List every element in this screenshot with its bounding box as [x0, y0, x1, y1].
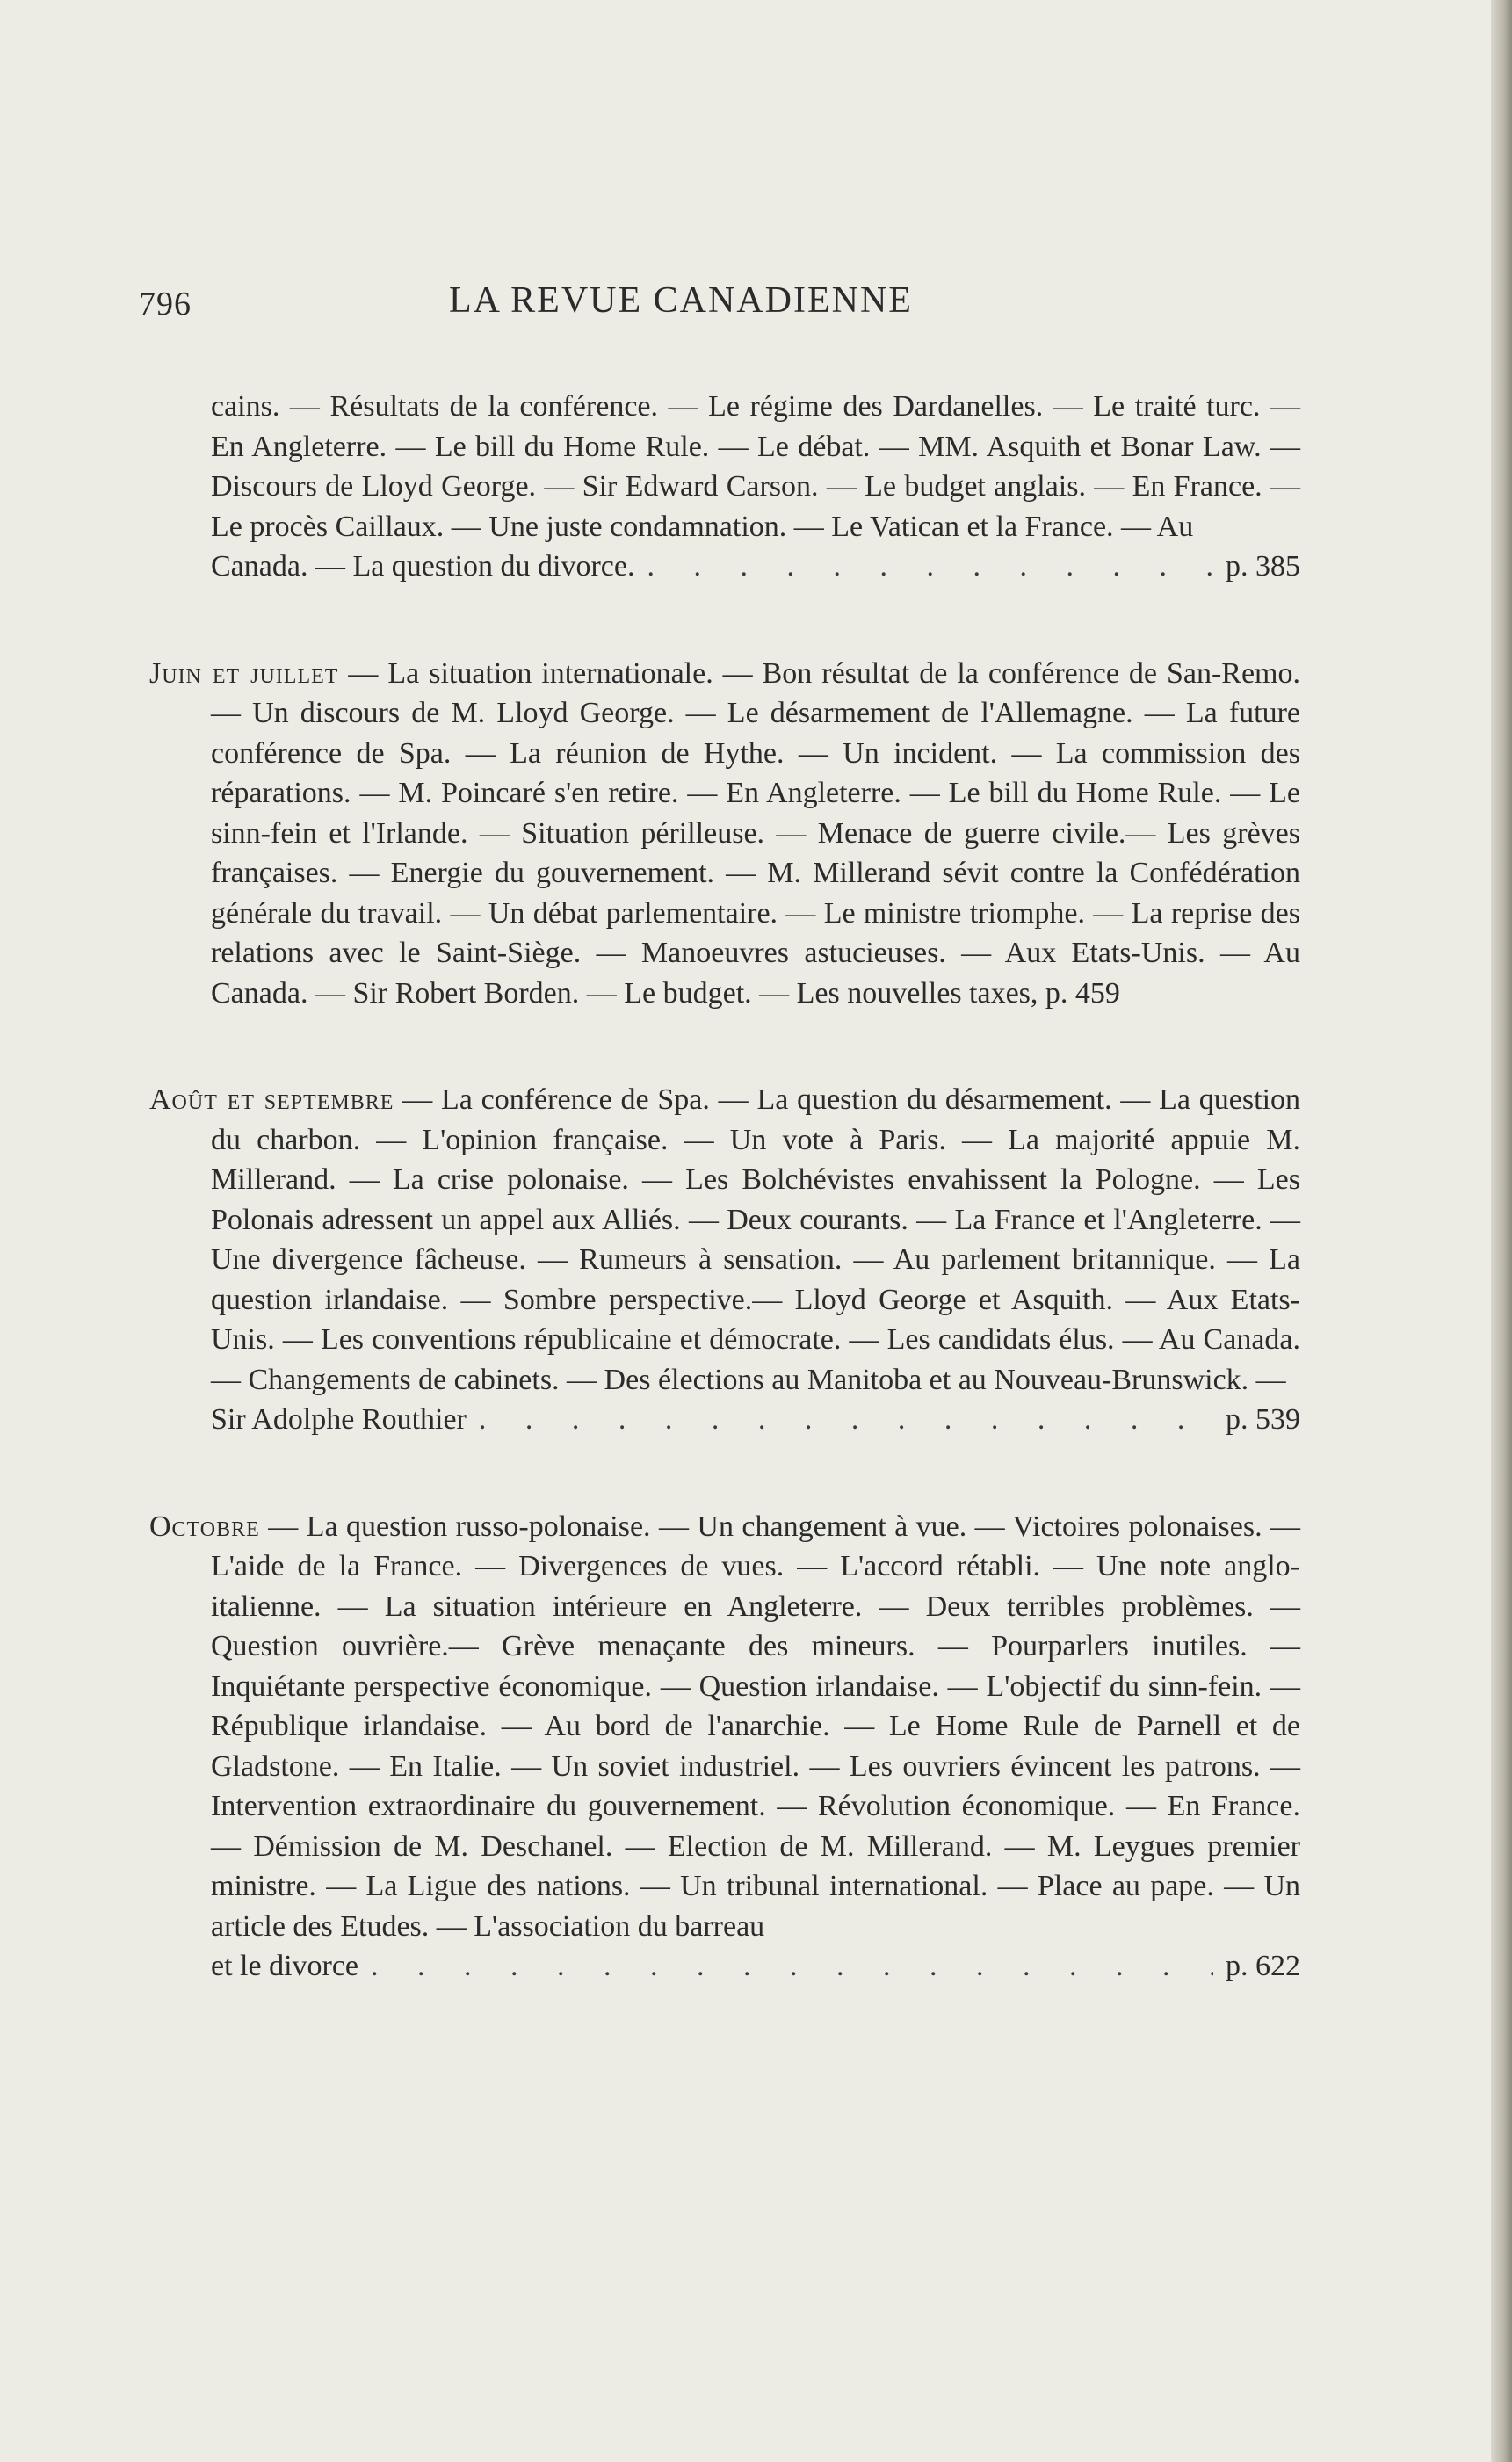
running-title: LA REVUE CANADIENNE — [449, 280, 913, 321]
entry-heading: Août et septembre — [149, 1083, 394, 1116]
entry-leader-line — [211, 1400, 1300, 1440]
page-edge — [1491, 0, 1512, 2462]
toc-entry-octobre — [149, 1507, 1300, 1987]
entry-heading: Juin et juillet — [149, 656, 339, 690]
toc-entry-juin-juillet — [149, 654, 1300, 1014]
entry-last-line: Sir Adolphe Routhier — [211, 1403, 467, 1436]
page-reference: p. 539 — [1226, 1403, 1300, 1436]
page-reference: p. 622 — [1226, 1950, 1300, 1982]
dot-leader — [647, 547, 1213, 587]
entry-text: — La question russo-polonaise. — Un changement à vue. — Victoires polonaises. — L'aide de la France. — Divergences de vues. — L'accord rétabli. — Une note anglo-italienne. — La situation intérieure en Angleterre. — Deux terribles problèmes. — Question ouvrière.— Grève menaçante des mineurs. — Pourparlers inutiles. — Inquiétante perspective économique. — Question irlandaise. — L'objectif du sinn-fein. — République irlandaise. — Au bord de l'anarchie. — Le Home Rule de Parnell et de Gladstone. — En Italie. — Un soviet industriel. — Les ouvriers évincent les patrons. — Intervention extraordinaire du gouvernement. — Révolution économique. — En France. — Démission de M. Deschanel. — Election de M. Millerand. — M. Leygues premier ministre. — La Ligue des nations. — Un tribunal international. — Place au pape. — Un article des Etudes. — L'association du barreau — [211, 1510, 1301, 1943]
page-number: 796 — [139, 286, 192, 322]
entry-last-line: et le divorce — [211, 1950, 359, 1982]
entry-text: — La conférence de Spa. — La question du désarmement. — La question du charbon. — L'opinion française. — Un vote à Paris. — La majorité appuie M. Millerand. — La crise polonaise. — Les Bolchévistes envahissent la Pologne. — Les Polonais adressent un appel aux Alliés. — Deux courants. — La France et l'Angleterre. — Une divergence fâcheuse. — Rumeurs à sensation. — Au parlement britannique. — La question irlandaise. — Sombre perspective.— Lloyd George et Asquith. — Aux Etats-Unis. — Les conventions républicaine et démocrate. — Les candidats élus. — Au Canada. — Changements de cabinets. — Des élections au Manitoba et au Nouveau-Brunswick. — — [211, 1083, 1301, 1396]
table-of-contents — [149, 387, 1300, 2053]
dot-leader — [479, 1400, 1213, 1440]
toc-entry-may — [149, 387, 1300, 587]
entry-leader-line — [211, 547, 1300, 587]
entry-last-line: Canada. — La question du divorce. — [211, 550, 635, 583]
page-header — [139, 279, 1351, 332]
entry-text: cains. — Résultats de la conférence. — Le régime des Dardanelles. — Le traité turc. — En Angleterre. — Le bill du Home Rule. — Le débat. — MM. Asquith et Bonar Law. — Discours de Lloyd George. — Sir Edward Carson. — Le budget anglais. — En France. — Le procès Caillaux. — Une juste condamnation. — Le Vatican et la France. — Au — [211, 390, 1300, 543]
dot-leader — [371, 1946, 1213, 1987]
entry-text: — La situation internationale. — Bon résultat de la conférence de San-Remo. — Un discours de M. Lloyd George. — Le désarmement de l'Allemagne. — La future conférence de Spa. — La réunion de Hythe. — Un incident. — La commission des réparations. — M. Poincaré s'en retire. — En Angleterre. — Le bill du Home Rule. — Le sinn-fein et l'Irlande. — Situation périlleuse. — Menace de guerre civile.— Les grèves françaises. — Energie du gouvernement. — M. Millerand sévit contre la Confédération générale du travail. — Un débat parlementaire. — Le ministre triomphe. — La reprise des relations avec le Saint-Siège. — Manoeuvres astucieuses. — Aux Etats-Unis. — Au Canada. — Sir Robert Borden. — Le budget. — Les nouvelles taxes, p. 459 — [211, 656, 1301, 1010]
page-reference: p. 385 — [1226, 550, 1300, 583]
entry-leader-line — [211, 1946, 1300, 1987]
toc-entry-aout-septembre — [149, 1080, 1300, 1440]
entry-heading: Octobre — [149, 1510, 260, 1543]
